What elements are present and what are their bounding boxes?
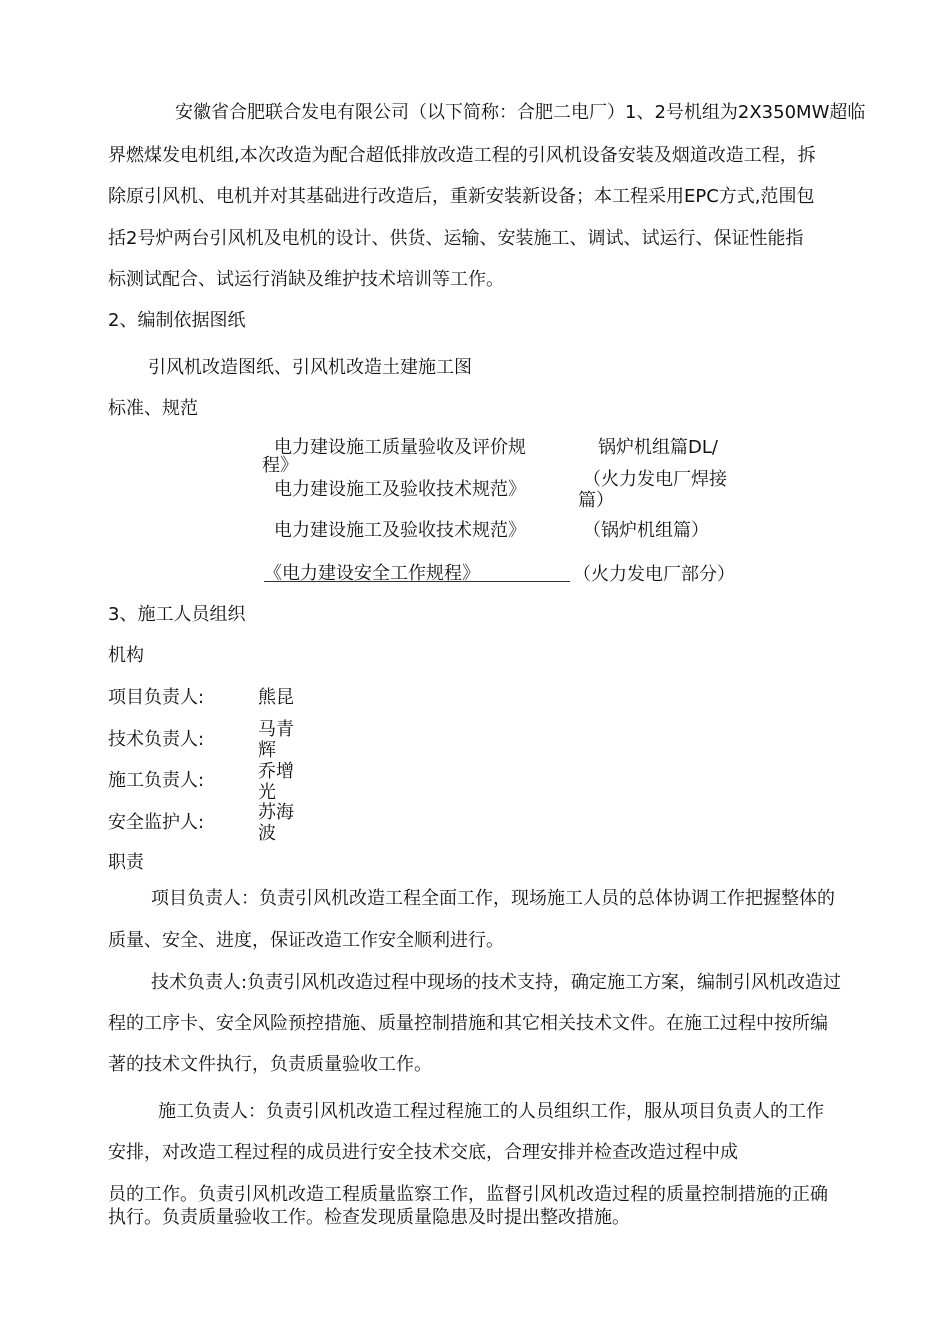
standard-3-right: （锅炉机组篇） xyxy=(583,520,709,541)
name-safety-supervisor-line2: 波 xyxy=(258,823,276,844)
duty-construction-lead-line2: 安排，对改造工程过程的成员进行安全技术交底，合理安排并检查改造过程中成 xyxy=(108,1142,738,1163)
standard-2-right-overflow: 篇） xyxy=(578,490,614,511)
duty-project-lead-line1: 项目负责人：负责引风机改造工程全面工作，现场施工人员的总体协调工作把握整体的 xyxy=(151,888,835,909)
standard-3-left: 电力建设施工及验收技术规范》 xyxy=(274,520,526,541)
duty-project-lead-line2: 质量、安全、进度，保证改造工作安全顺利进行。 xyxy=(108,930,504,951)
standard-2-left: 电力建设施工及验收技术规范》 xyxy=(274,479,526,500)
duty-construction-lead-line4: 执行。负责质量验收工作。检查发现质量隐患及时提出整改措施。 xyxy=(108,1207,630,1228)
name-tech-lead-line1: 马青 xyxy=(258,719,294,740)
name-tech-lead-line2: 辉 xyxy=(258,740,276,761)
drawings-text: 引风机改造图纸、引风机改造土建施工图 xyxy=(148,357,472,378)
duty-tech-lead-line2: 程的工序卡、安全风险预控措施、质量控制措施和其它相关技术文件。在施工过程中按所编 xyxy=(108,1013,828,1034)
standards-label: 标准、规范 xyxy=(108,398,198,419)
intro-line-3: 除原引风机、电机并对其基础进行改造后，重新安装新设备；本工程采用EPC方式,范围包 xyxy=(108,186,815,207)
standard-1-right: 锅炉机组篇DL/ xyxy=(598,437,718,458)
intro-line-5: 标测试配合、试运行消缺及维护技术培训等工作。 xyxy=(108,269,504,290)
intro-line-4: 括2号炉两台引风机及电机的设计、供货、运输、安装施工、调试、试运行、保证性能指 xyxy=(108,228,804,249)
name-construction-lead-line1: 乔增 xyxy=(258,761,294,782)
duties-label: 职责 xyxy=(108,852,144,873)
role-project-lead: 项目负责人: xyxy=(108,687,205,708)
role-safety-supervisor: 安全监护人: xyxy=(108,812,205,833)
standard-1-left-overflow: 程》 xyxy=(262,455,298,476)
intro-line-2: 界燃煤发电机组,本次改造为配合超低排放改造工程的引风机设备安装及烟道改造工程，拆 xyxy=(108,145,816,166)
duty-tech-lead-line3: 著的技术文件执行，负责质量验收工作。 xyxy=(108,1054,432,1075)
standard-2-right: （火力发电厂焊接 xyxy=(583,469,727,490)
duty-tech-lead-line1: 技术负责人:负责引风机改造过程中现场的技术支持，确定施工方案，编制引风机改造过 xyxy=(151,972,842,993)
duty-construction-lead-line1: 施工负责人：负责引风机改造工程过程施工的人员组织工作，服从项目负责人的工作 xyxy=(158,1101,824,1122)
duty-construction-lead-line3: 员的工作。负责引风机改造工程质量监察工作，监督引风机改造过程的质量控制措施的正确 xyxy=(108,1184,828,1205)
standard-4-right: （火力发电厂部分） xyxy=(573,564,735,585)
standard-4-left: 《电力建设安全工作规程》 xyxy=(264,563,480,584)
org-label: 机构 xyxy=(108,645,144,666)
section2-heading: 2、编制依据图纸 xyxy=(108,310,246,331)
role-construction-lead: 施工负责人: xyxy=(108,770,205,791)
intro-line-1: 安徽省合肥联合发电有限公司（以下简称：合肥二电厂）1、2号机组为2X350MW超临 xyxy=(175,102,866,123)
standard-1-left: 电力建设施工质量验收及评价规 xyxy=(274,437,526,458)
role-tech-lead: 技术负责人: xyxy=(108,729,205,750)
name-project-lead: 熊昆 xyxy=(258,687,294,708)
standard-4-underline xyxy=(264,581,570,582)
name-construction-lead-line2: 光 xyxy=(258,782,276,803)
section3-heading: 3、施工人员组织 xyxy=(108,604,246,625)
name-safety-supervisor-line1: 苏海 xyxy=(258,802,294,823)
